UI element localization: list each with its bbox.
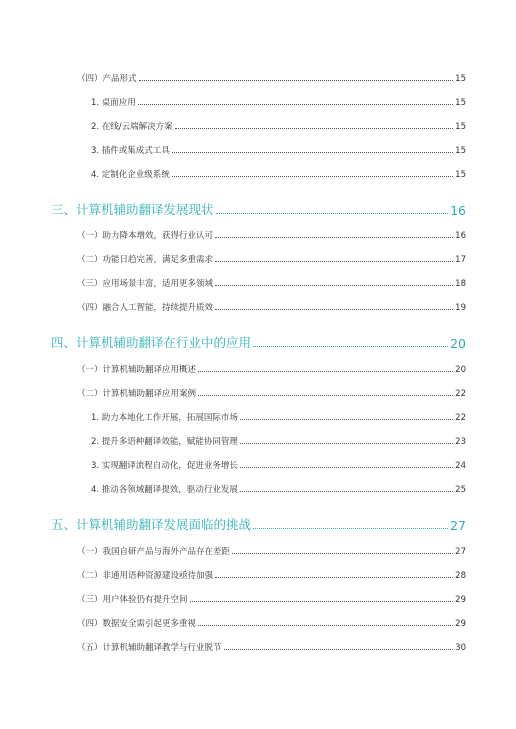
toc-entry-page-number: 15 [455, 170, 466, 180]
toc-entry-language-resources[interactable] [77, 569, 466, 581]
toc-entry-data-security[interactable] [77, 617, 466, 629]
toc-chapter-label: 四、计算机辅助翻译在行业中的应用 [51, 335, 252, 350]
toc-entry-cost-efficiency[interactable] [77, 229, 466, 241]
toc-entry-page-number: 19 [455, 303, 466, 313]
toc-entry-cloud-solution[interactable] [91, 120, 466, 132]
toc-entry-label: （一）助力降本增效，获得行业认可 [77, 231, 214, 241]
dot-leader [215, 261, 453, 262]
dot-leader [139, 80, 454, 81]
toc-entry-domestic-gap[interactable] [77, 545, 466, 557]
toc-entry-education-gap[interactable] [77, 641, 466, 653]
dot-leader [175, 128, 453, 129]
toc-entry-plugin-tools[interactable] [91, 144, 466, 156]
dot-leader [172, 176, 453, 177]
toc-chapter-industry-application[interactable] [51, 334, 466, 351]
dot-leader [215, 285, 453, 286]
toc-entry-desktop-app[interactable] [91, 96, 466, 108]
toc-entry-label: 2. 提升多语种翻译效能，赋能协同管理 [91, 437, 238, 447]
toc-entry-multilingual[interactable] [91, 435, 466, 447]
toc-entry-product-forms[interactable] [77, 72, 466, 84]
toc-entry-scenarios[interactable] [77, 277, 466, 289]
dot-leader [232, 553, 453, 554]
dot-leader [240, 467, 453, 468]
toc-entry-enterprise-system[interactable] [91, 168, 466, 180]
dot-leader [240, 491, 453, 492]
toc-entry-page-number: 15 [455, 146, 466, 156]
dot-leader [138, 104, 453, 105]
toc-entry-label: 4. 推动各领域翻译提效，驱动行业发展 [91, 485, 238, 495]
toc-entry-page-number: 18 [455, 279, 466, 289]
toc-entry-page-number: 30 [455, 643, 466, 653]
toc-entry-page-number: 29 [455, 619, 466, 629]
dot-leader [198, 371, 453, 372]
dot-leader [172, 152, 453, 153]
toc-entry-label: 3. 实现翻译流程自动化，促进业务增长 [91, 461, 238, 471]
toc-entry-label: 3. 插件或集成式工具 [91, 146, 170, 156]
toc-entry-label: （四）产品形式 [77, 74, 137, 84]
dot-leader [224, 649, 454, 650]
dot-leader [240, 419, 453, 420]
toc-entry-label: 1. 桌面应用 [91, 98, 136, 108]
toc-entry-label: （五）计算机辅助翻译教学与行业脱节 [77, 643, 222, 653]
toc-entry-label: （一）我国自研产品与海外产品存在差距 [77, 547, 231, 557]
dot-leader [253, 528, 448, 529]
toc-entry-automation[interactable] [91, 459, 466, 471]
toc-entry-industry-development[interactable] [91, 483, 466, 495]
toc-entry-page-number: 20 [455, 365, 466, 375]
toc-entry-page-number: 15 [455, 122, 466, 132]
toc-chapter-label: 五、计算机辅助翻译发展面临的挑战 [51, 517, 252, 532]
dot-leader [216, 213, 449, 214]
toc-entry-page-number: 22 [455, 413, 466, 423]
toc-entry-page-number: 28 [455, 571, 466, 581]
toc-entry-page-number: 23 [455, 437, 466, 447]
toc-entry-label: （四）融合人工智能，持续提升质效 [77, 303, 214, 313]
toc-entry-label: （二）非通用语种资源建设亟待加强 [77, 571, 214, 581]
dot-leader [190, 601, 454, 602]
toc-entry-label: 1. 助力本地化工作开展，拓展国际市场 [91, 413, 238, 423]
toc-entry-label: （一）计算机辅助翻译应用概述 [77, 365, 197, 375]
toc-chapter-page-number: 27 [450, 518, 466, 533]
dot-leader [253, 346, 448, 347]
toc-entry-label: （四）数据安全需引起更多重视 [77, 619, 197, 629]
dot-leader [240, 443, 453, 444]
toc-chapter-page-number: 20 [450, 336, 466, 351]
dot-leader [215, 577, 453, 578]
toc-entry-application-cases[interactable] [77, 387, 466, 399]
toc-entry-label: （三）用户体验仍有提升空间 [77, 595, 188, 605]
toc-entry-page-number: 27 [455, 547, 466, 557]
toc-chapter-current-status[interactable] [51, 201, 466, 218]
toc-entry-label: （三）应用场景丰富，适用更多领域 [77, 279, 214, 289]
toc-entry-localization[interactable] [91, 411, 466, 423]
toc-entry-ai-integration[interactable] [77, 301, 466, 313]
toc-entry-application-overview[interactable] [77, 363, 466, 375]
toc-entry-label: 2. 在线/云端解决方案 [91, 122, 173, 132]
toc-entry-user-experience[interactable] [77, 593, 466, 605]
toc-entry-features[interactable] [77, 253, 466, 265]
toc-entry-page-number: 25 [455, 485, 466, 495]
toc-entry-page-number: 15 [455, 98, 466, 108]
toc-entry-page-number: 29 [455, 595, 466, 605]
toc-entry-page-number: 22 [455, 389, 466, 399]
dot-leader [198, 395, 453, 396]
toc-entry-label: （二）计算机辅助翻译应用案例 [77, 389, 197, 399]
toc-entry-page-number: 24 [455, 461, 466, 471]
toc-chapter-page-number: 16 [450, 203, 466, 218]
dot-leader [198, 625, 453, 626]
toc-entry-page-number: 15 [455, 74, 466, 84]
dot-leader [215, 309, 453, 310]
toc-chapter-label: 三、计算机辅助翻译发展现状 [51, 202, 214, 217]
toc-chapter-challenges[interactable] [51, 516, 466, 533]
toc-entry-label: 4. 定制化企业级系统 [91, 170, 170, 180]
toc-entry-page-number: 17 [455, 255, 466, 265]
toc-entry-label: （二）功能日趋完善，满足多重需求 [77, 255, 214, 265]
toc-entry-page-number: 16 [455, 231, 466, 241]
dot-leader [215, 237, 453, 238]
